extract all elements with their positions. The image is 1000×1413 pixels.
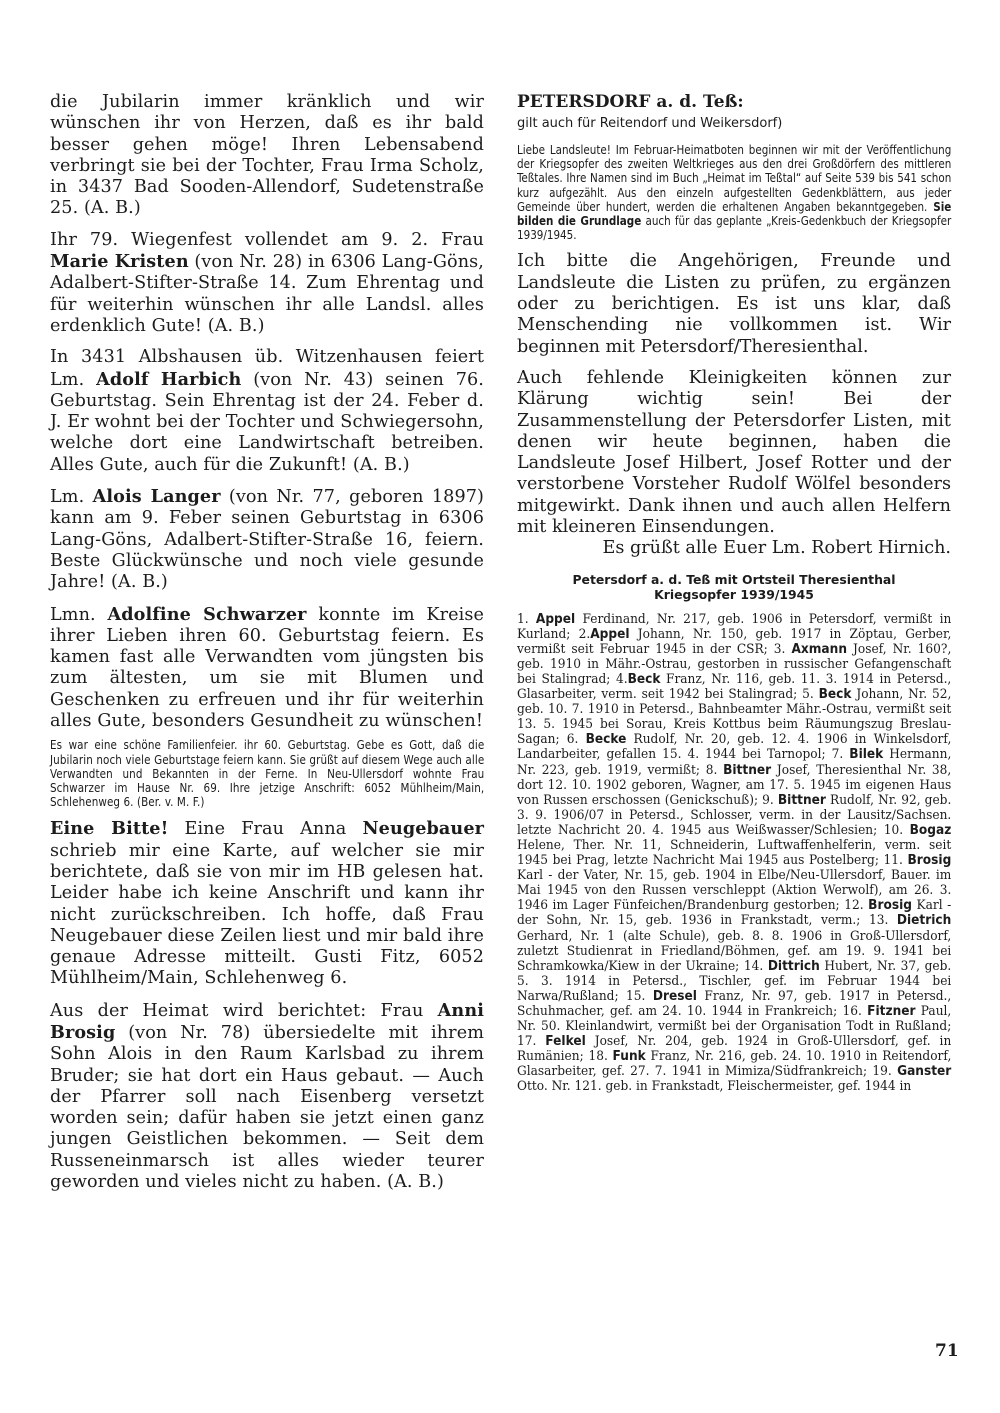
entry-surname: Dresel <box>652 988 697 1004</box>
entry-surname: Bogaz <box>909 822 952 838</box>
list-heading-line: Petersdorf a. d. Teß mit Ortsteil Theresienthal <box>572 571 896 587</box>
person-name: Neugebauer <box>362 818 484 840</box>
text-run: Liebe Landsleute! Im Februar-Heimatboten beginnen wir mit der Veröffentlichung der Kriegsopfer des zweiten Weltkrieges aus den drei Großdörfern des mittleren Teßtales. Ihre Namen sind im Buch „Heimat im Teßtal“ auf Seite 539 bis 541 schon kurz aufgezählt. Aus den einzeln aufgestellten Gedenkblättern, aus jeder Gemeinde über hundert, werden die erhaltenen Angaben bekanntgegeben. <box>517 142 952 214</box>
entry-surname: Ganster <box>897 1064 952 1080</box>
emphasis-text: Sie bilden die Grundlage <box>517 198 952 229</box>
entry-number: 13. <box>868 913 897 929</box>
entry-surname: Axmann <box>791 641 847 657</box>
entry-number: 10. <box>883 822 910 838</box>
birthday-paragraph-scholz: die Jubilarin immer kränklich und wir wünschen ihr von Herzen, daß es ihr bald besser gehen möge! Ihren Lebensabend verbringt sie bei der Tochter, Frau Irma Scholz, in 3437 Bad Sooden-Allendorf, Sudetenstraße 25. (A. B.) <box>50 92 484 219</box>
text-run: (von Nr. 77, geboren 1897) kann am 9. Feber seinen Geburtstag in 6306 Lang-Göns, Adalbert-Stifter-Straße 16, feiern. Beste Glückwünsche und noch viele gesunde Jahre! (A. B.) <box>50 487 485 593</box>
entry-number: 9. <box>762 792 778 808</box>
entry-surname: Becke <box>585 732 627 748</box>
person-name: Marie Kristen <box>50 251 189 273</box>
entry-surname: Beck <box>627 671 661 687</box>
entry-surname: Appel <box>590 626 630 642</box>
entry-details: Ferdinand, Nr. 217, geb. 1906 in Petersdorf, vermißt in Kurland; <box>517 611 952 642</box>
entry-surname: Funk <box>612 1049 646 1065</box>
text-run: Lmn. <box>50 604 108 625</box>
entry-surname: Appel <box>535 611 576 627</box>
entry-details: Johann, Nr. 52, geb. 10. 7. 1910 in Petersd., Bahnbeamter Mähr.-Ostrau, vermißt seit 13. 5. 1945 bei Sorau, Kreis Kottbus beim Räumungszug Breslau-Sagan; <box>517 687 952 748</box>
request-paragraph <box>50 818 484 989</box>
entry-number: 18. <box>588 1049 613 1065</box>
request-lead: Eine Bitte! <box>50 818 169 840</box>
entry-surname: Bilek <box>849 747 884 763</box>
entry-details: Hubert, Nr. 37, geb. 5. 3. 1914 in Petersd., Tischler, gef. im Februar 1944 bei Narwa/Rußland; <box>517 958 952 1004</box>
entry-number: 2. <box>578 626 591 642</box>
person-name: Alois Langer <box>92 486 221 508</box>
text-run: auch für das geplante „Kreis-Gedenkbuch der Kriegsopfer 1939/1945. <box>517 213 952 243</box>
text-run: In 3431 Albshausen üb. Witzenhausen feiert Lm. <box>50 347 484 390</box>
birthday-paragraph-harbich <box>50 347 484 476</box>
family-celebration-note: Es war eine schöne Familienfeier. ihr 60. Geburtstag. Gebe es Gott, daß die Jubilarin noch viele Geburtstage feiern kann. Sie grüßt auf diesem Wege auch alle Verwandten und Bekannten in der Ferne. In Neu-Ullersdorf wohnte Frau Schwarzer im Hause Nr. 69. Ihre jetzige Anschrift: 6052 Mühlheim/Main, Schlehenweg 6. (Ber. v. M. F.) <box>50 737 485 810</box>
entry-details: Josef, Theresienthal Nr. 38, dort 12. 10. 1902 geboren, Wagner, am 17. 5. 1945 im eigenen Haus von Russen erschossen (Genickschuß); <box>517 762 952 808</box>
list-heading-line: Kriegsopfer 1939/1945 <box>654 586 814 602</box>
entry-number: 14. <box>743 958 768 974</box>
entry-details: Franz, Nr. 116, geb. 11. 3. 1914 in Petersd., Glasarbeiter, verm. seit 1942 bei Stalingrad; <box>517 671 952 703</box>
text-run: konnte im Kreise ihrer Lieben ihren 60. Geburtstag feiern. Es kamen fast alle Verwandten vom jüngsten bis zum ältesten, um sie mit Blumen und Geschenken zu erfreuen und ihr für weiterhin alles Gute, besonders Gesundheit zu wünschen! <box>50 604 484 732</box>
entry-number: 3. <box>773 641 792 657</box>
entry-number: 16. <box>842 1004 868 1020</box>
entry-surname: Dittrich <box>767 958 820 974</box>
entry-surname: Dietrich <box>896 913 952 929</box>
request-check-paragraph: Ich bitte die Angehörigen, Freunde und Landsleute die Listen zu prüfen, zu ergänzen oder zu berichtigen. Es ist uns klar, daß Menschending nie vollkommen ist. Wir beginnen mit Petersdorf/Theresienthal. <box>517 251 951 357</box>
entry-number: 19. <box>872 1064 898 1080</box>
entry-details: Helene, Ther. Nr. 11, Schneiderin, Luftwaffenhelferin, verm. seit 1945 bei Prag, letzte Nachricht Mai 1945 aus Postelberg; <box>517 837 952 869</box>
casualty-list <box>517 612 951 1095</box>
birthday-paragraph-kristen <box>50 230 484 337</box>
entry-number: 17. <box>517 1034 546 1050</box>
text-run: (von Nr. 43) seinen 76. Geburtstag. Sein Ehrentag ist der 24. Feber d. J. Er wohnt bei der Tochter und Schwiegersohn, welche dort eine Landwirtschaft betreiben. Alles Gute, auch für die Zukunft! (A. B.) <box>50 369 484 475</box>
entry-details: Karl - der Vater, Nr. 15, geb. 1904 in Elbe/Neu-Ullersdorf, Bauer. im Mai 1945 von den Russen verschleppt (Aktion Werwolf), am 26. 3. 1946 im Lager Fünfeichen/Brandenburg gestorben; <box>517 868 952 914</box>
text-run: Ihr 79. Wiegenfest vollendet am 9. 2. Frau <box>50 229 484 250</box>
person-name: Anni Brosig <box>50 999 484 1043</box>
thanks-paragraph: Auch fehlende Kleinigkeiten können zur Klärung wichtig sein! Bei der Zusammenstellung der Petersdorfer Listen, mit denen wir heute beginnen, haben die Landsleute Josef Hilbert, Josef Rotter und der verstorbene Vorsteher Rudolf Wölfel besonders mitgewirkt. Dank ihnen und auch allen Helfern mit kleineren Einsendungen. <box>517 367 951 537</box>
entry-details: Josef, Nr. 160?, geb. 1910 in Mähr.-Ostrau, gestorben in russischer Gefangenschaft bei Stalingrad; <box>517 641 952 687</box>
section-title: PETERSDORF a. d. Teß: <box>517 92 744 112</box>
birthday-paragraph-schwarzer <box>50 604 484 733</box>
homeland-news-paragraph <box>50 1000 484 1194</box>
entry-surname: Beck <box>818 687 852 703</box>
person-name: Adolf Harbich <box>96 368 242 390</box>
list-heading <box>517 572 951 602</box>
page-number: 71 <box>935 1341 959 1361</box>
entry-details: Otto. Nr. 121. geb. in Frankstadt, Fleischermeister, gef. 1944 in <box>517 1079 912 1095</box>
entry-surname: Fitzner <box>867 1004 916 1020</box>
text-run: (von Nr. 28) in 6306 Lang-Göns, Adalbert-Stifter-Straße 14. Zum Ehrentag und für weiterhin wünschen ihr alle Landsl. alles erdenklich Gute! (A. B.) <box>50 252 484 336</box>
entry-details: Josef, Nr. 204, geb. 1924 in Groß-Ullersdorf, gef. in Rumänien; <box>517 1034 952 1065</box>
entry-details: Hermann, Nr. 223, geb. 1919, vermißt; <box>517 747 952 778</box>
entry-number: 15. <box>626 988 653 1004</box>
entry-details: Paul, Nr. 50. Kleinlandwirt, vermißt bei der Organisation Todt in Rußland; <box>517 1004 952 1035</box>
text-run: (von Nr. 78) übersiedelte mit ihrem Sohn Alois in den Raum Karlsbad zu ihrem Bruder; sie hat dort ein Haus gebaut. — Auch der Pfarrer soll nach Eisenberg versetzt worden sein; dafür haben sie jetzt einen ganz jungen Geistlichen bekommen. — Seit dem Russeneinmarsch ist alles wieder teurer geworden und vieles nicht zu haben. (A. B.) <box>50 1023 484 1193</box>
person-name: Adolfine Schwarzer <box>107 603 307 625</box>
entry-surname: Brosig <box>868 898 912 914</box>
entry-number: 7. <box>831 747 850 763</box>
text-run: schrieb mir eine Karte, auf welcher sie mir berichtete, daß sie von mir im HB gelesen hat. Leider habe ich keine Anschrift und kann ihr nicht zurückschreiben. Ich hoffe, daß Frau Neugebauer diese Zeilen liest und mir bald ihre genaue Adresse mitteilt. Gusti Fitz, 6052 Mühlheim/Main, Schlehenweg 6. <box>50 840 484 989</box>
entry-number: 6. <box>566 732 586 748</box>
text-run: Lm. <box>50 487 93 508</box>
entry-details: Karl - der Sohn, Nr. 15, geb. 1936 in Frankstadt, verm.; <box>517 898 952 929</box>
entry-details: Johann, Nr. 150, geb. 1917 in Zöptau, Gerber, vermißt seit Februar 1945 in der CSR; <box>517 626 952 657</box>
signature: Es grüßt alle Euer Lm. Robert Hirnich. <box>602 538 951 559</box>
entry-details: Rudolf, Nr. 92, geb. 3. 9. 1906/07 in Petersd., Schlosser, verm. in der Lausitz/Sachsen. letzte Nachricht 20. 4. 1945 aus Weißwasser/Schlesien; <box>517 792 952 838</box>
right-column <box>517 92 951 1095</box>
intro-paragraph <box>517 143 951 242</box>
entry-details: Franz, Nr. 97, geb. 1917 in Petersd., Schuhmacher, gef. am 24. 10. 1944 in Frankreich; <box>517 988 952 1020</box>
entry-details: Franz, Nr. 216, geb. 24. 10. 1910 in Reitendorf, Glasarbeiter, gef. 27. 7. 1941 in Mimiza/Südfrankreich; <box>517 1049 952 1080</box>
left-column <box>50 92 484 1203</box>
section-subtitle: gilt auch für Reitendorf und Weikersdorf) <box>517 116 783 131</box>
entry-details: Gerhard, Nr. 1 (alte Schule), geb. 8. 8. 1906 in Groß-Ullersdorf, zuletzt Studienrat in Friedland/Böhmen, gef. am 19. 9. 1941 bei Schramkowka/Kiew in der Ukraine; <box>517 928 952 974</box>
entry-surname: Brosig <box>907 853 952 869</box>
entry-number: 5. <box>802 687 819 703</box>
entry-number: 1. <box>517 611 536 627</box>
entry-number: 8. <box>705 762 724 778</box>
entry-surname: Felkel <box>545 1034 586 1050</box>
entry-number: 12. <box>844 898 869 914</box>
entry-number: 4. <box>615 671 628 687</box>
text-run: Aus der Heimat wird berichtet: Frau <box>50 1000 438 1021</box>
entry-number: 11. <box>883 853 908 869</box>
entry-surname: Bittner <box>723 762 772 778</box>
birthday-paragraph-langer <box>50 486 484 593</box>
entry-surname: Bittner <box>777 792 826 808</box>
entry-details: Rudolf, Nr. 20, geb. 12. 4. 1906 in Winkelsdorf, Landarbeiter, gefallen 15. 4. 1944 bei Tarnopol; <box>517 732 952 763</box>
text-run: Eine Frau Anna <box>168 819 363 840</box>
